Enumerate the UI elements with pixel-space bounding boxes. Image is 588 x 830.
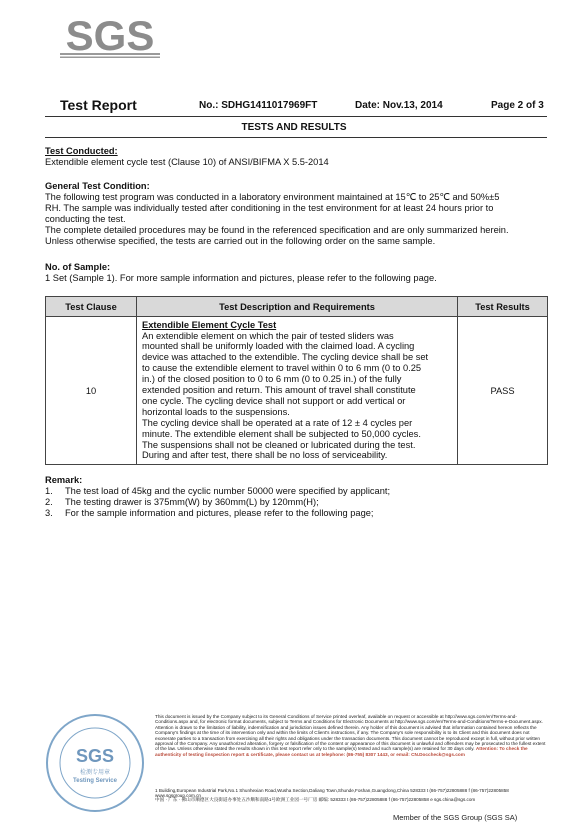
description-line: in.) of the closed position to 0 to 6 mm (0 to 0.25 in.) of the fully	[142, 374, 402, 385]
samples-heading: No. of Sample:	[45, 262, 111, 272]
description-line: The cycling device shall be operated at a rate of 12 ± 4 cycles per	[142, 417, 413, 428]
remark-number: 3.	[45, 508, 53, 518]
remark-heading: Remark:	[45, 475, 83, 485]
legal-notice	[155, 714, 550, 757]
cell-description	[137, 317, 458, 465]
table-header-row	[46, 297, 548, 317]
description-line: extended position and return. This amount of travel shall constitute	[142, 385, 416, 396]
header-divider	[45, 116, 547, 117]
results-table	[45, 296, 548, 465]
member-notice: Member of the SGS Group (SGS SA)	[393, 813, 518, 822]
list-item	[45, 508, 550, 519]
description-line: one cycle. The cycling device shall not support or add vertical or	[142, 395, 406, 406]
list-item	[45, 486, 550, 497]
list-item	[45, 497, 550, 508]
remark-block	[45, 475, 550, 519]
report-number: No.: SDHG1411017969FT	[199, 100, 318, 111]
remark-list	[45, 486, 550, 519]
authenticity-notice: Attention: To check the authenticity of testing /inspection report & certificate, please contact us at telephone: (86-755) 8307 1443, or email: CN.Doccheck@sgs.com	[155, 746, 528, 757]
test-conducted-block	[45, 146, 550, 168]
cell-clause: 10	[46, 317, 137, 465]
column-header-results: Test Results	[458, 297, 548, 317]
description-line: During and after test, there shall be no loss of serviceability.	[142, 450, 388, 461]
remark-number: 1.	[45, 486, 53, 496]
page-number: Page 2 of 3	[491, 100, 544, 111]
general-condition-line: conducting the test.	[45, 214, 126, 224]
remark-text: The testing drawer is 375mm(W) by 360mm(L) by 120mm(H);	[65, 497, 319, 507]
description-line: minute. The extendible element shall be subjected to 50,000 cycles.	[142, 428, 421, 439]
sgs-logo-text: SGS	[65, 12, 155, 59]
test-conducted-heading: Test Conducted:	[45, 146, 118, 156]
stamp-center-text: SGS	[75, 746, 115, 766]
address-english: 1 Building,European Industrial Park,No.1 Shunhexian Road,Wusha Section,Daliang Town,Shunde,Foshan,Guangdong,China 528333 t (86-757)22805888 f (86-757)22805858 www.sgsgroup.com.cn	[155, 788, 509, 798]
stamp-chinese-text: 检测专用章	[79, 770, 111, 776]
legal-text: This document is issued by the Company subject to its General Conditions of Service printed overleaf, available on request or accessible at http://www.sgs.com/en/Terms-and-Conditions.aspx and, for electronic format documents, subject to Terms and Conditions for Electronic Documents at http://www.sgs.com/en/Terms-and-Conditions/Terms-e-Document.aspx. Attention is drawn to the limitation of liability, indemnification and jurisdiction issues defined therein. Any holder of this document is advised that information contained hereon reflects the Company's findings at the time of its intervention only and within the limits of Client's instructions, if any. The Company's sole responsibility is to its Client and this document does not exonerate parties to a transaction from exercising all their rights and obligations under the transaction documents. This document cannot be reproduced except in full, without prior written approval of the Company. Any unauthorized alteration, forgery or falsification of the content or appearance of this document is unlawful and offenders may be prosecuted to the fullest extent of the law. Unless otherwise stated the results shown in this test report refer only to the sample(s) tested and such sample(s) are retained for 30 days only.	[155, 714, 546, 752]
stamp-sub-text: Testing Service	[73, 778, 117, 784]
address-chinese: 中国 · 广东 · 佛山市顺德区大良街道办事处五沙顺和南路1号欧洲工业园一号厂房 邮编: 528333 t (86-757)22805888 f (86-757)22805858 e sgs.china@sgs.com	[155, 797, 476, 802]
column-header-description: Test Description and Requirements	[137, 297, 458, 317]
description-line: horizontal loads to the suspensions.	[142, 406, 290, 417]
general-condition-line: RH. The sample was individually tested after conditioning in the test environment for at least 24 hours prior to	[45, 203, 494, 213]
general-condition-block	[45, 181, 550, 247]
general-condition-line: Unless otherwise specified, the tests are carried out in the following order on the same sample.	[45, 236, 436, 246]
general-condition-line: The complete detailed procedures may be found in the referenced specification and are only summarized herein.	[45, 225, 509, 235]
report-date: Date: Nov.13, 2014	[355, 100, 443, 111]
description-line: device was attached to the extendible. The cycling device shall be set	[142, 352, 429, 363]
samples-text: 1 Set (Sample 1). For more sample information and pictures, please refer to the following page.	[45, 273, 437, 283]
general-condition-heading: General Test Condition:	[45, 181, 150, 191]
description-line: An extendible element on which the pair of tested sliders was	[142, 330, 394, 341]
test-conducted-text: Extendible element cycle test (Clause 10) of ANSI/BIFMA X 5.5-2014	[45, 157, 329, 167]
remark-text: For the sample information and pictures, please refer to the following page;	[65, 508, 374, 518]
remark-text: The test load of 45kg and the cyclic number 50000 were specified by applicant;	[65, 486, 391, 496]
section-title: TESTS AND RESULTS	[241, 122, 347, 133]
description-line: mounted shall be uniformly loaded with the claimed load. A cycling	[142, 341, 415, 352]
sgs-logo	[60, 10, 160, 60]
description-title: Extendible Element Cycle Test	[142, 319, 277, 330]
description-line: to cause the extendible element to travel within 0 to 6 mm (0 to 0.25	[142, 363, 422, 374]
description-line: The suspensions shall not be cleaned or lubricated during the test.	[142, 439, 416, 450]
remark-number: 2.	[45, 497, 53, 507]
table-row	[46, 317, 548, 465]
samples-block	[45, 262, 550, 284]
testing-service-stamp	[44, 712, 146, 814]
cell-result: PASS	[458, 317, 548, 465]
column-header-clause: Test Clause	[46, 297, 137, 317]
general-condition-line: The following test program was conducted in a laboratory environment maintained at 15℃ to 25℃ and 50%±5	[45, 192, 500, 202]
page-title: Test Report	[60, 97, 137, 113]
section-divider	[45, 137, 547, 138]
